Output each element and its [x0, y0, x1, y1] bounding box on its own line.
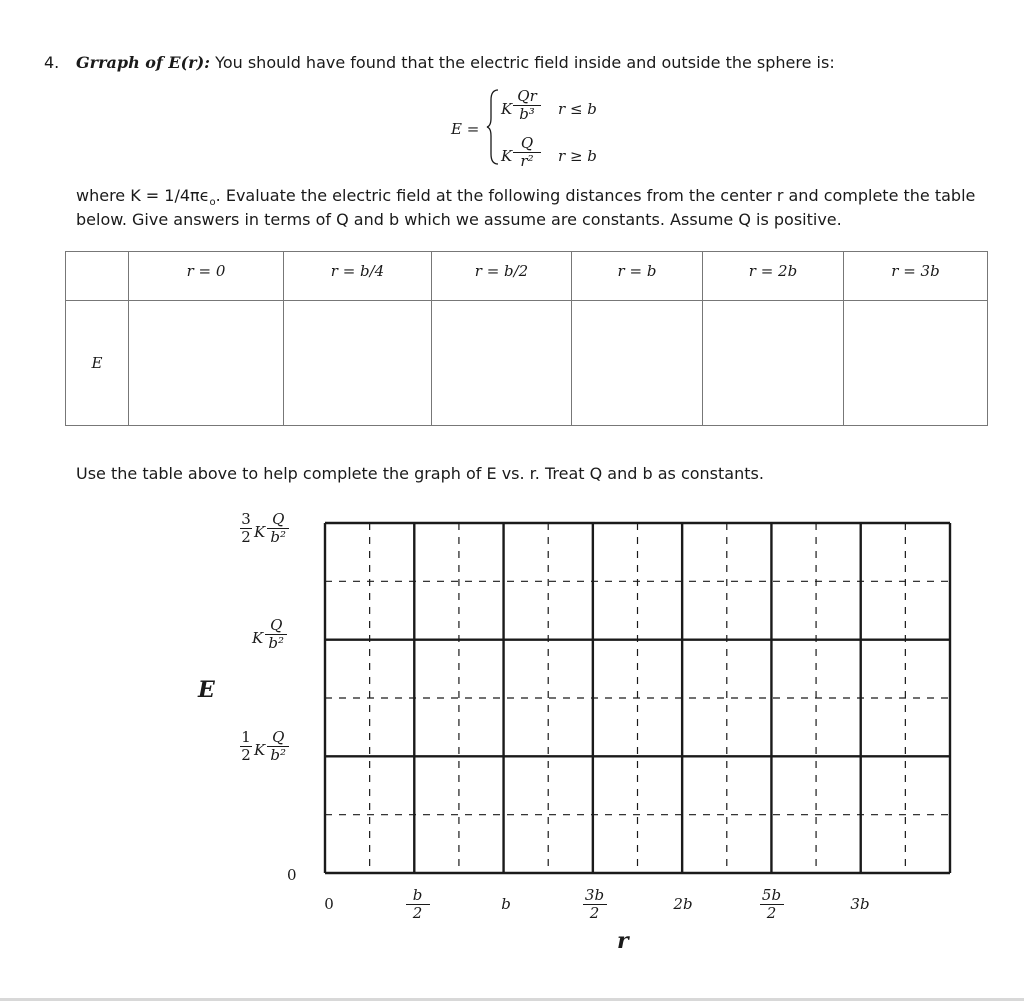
- equation-brace: [486, 88, 500, 166]
- equation-case1-num: Qr: [517, 87, 537, 105]
- table-answer-cell[interactable]: [129, 301, 284, 426]
- table-answer-cell[interactable]: [284, 301, 432, 426]
- table-row: [66, 301, 988, 426]
- instruction-text: . Evaluate the electric field at the following distances from the center r and complete the table: [215, 186, 976, 205]
- graph-instructions: Use the table above to help complete the graph of E vs. r. Treat Q and b as constants.: [76, 464, 764, 483]
- y-tick-zero: 0: [287, 866, 297, 884]
- constant-subscript: o: [209, 197, 216, 209]
- table-corner-cell: [66, 252, 129, 301]
- problem-title: Grraph of E(r):: [76, 53, 211, 72]
- table-header-cell: r = 0: [129, 252, 284, 301]
- equation-case1-k: K: [501, 100, 513, 118]
- equation-case2-k: K: [501, 147, 513, 165]
- table-answer-cell[interactable]: [572, 301, 703, 426]
- x-tick-label: 3b: [850, 895, 870, 913]
- table-answer-cell[interactable]: [844, 301, 988, 426]
- equation-case2-condition: r ≥ b: [558, 147, 597, 165]
- table-header-cell: r = 2b: [703, 252, 844, 301]
- y-tick-label: $\frac{1}{2}$ K $\frac{Q}{\text{b²}}$: [240, 729, 289, 764]
- problem-number: 4.: [44, 53, 60, 72]
- y-tick-label: $\frac{3}{2}$ K $\frac{Q}{\text{b²}}$: [240, 511, 289, 546]
- instruction-line-2: below. Give answers in terms of Q and b which we assume are constants. Assume Q is positive.: [76, 210, 842, 229]
- equation-lhs: E =: [451, 120, 480, 138]
- problem-intro: You should have found that the electric field inside and outside the sphere is:: [215, 53, 835, 72]
- graph-grid[interactable]: [320, 518, 952, 878]
- x-tick-label: b: [501, 895, 511, 913]
- table-row-label: E: [66, 301, 129, 426]
- values-table: [65, 251, 988, 426]
- table-header-cell: r = b/2: [432, 252, 572, 301]
- x-axis-title: r: [617, 928, 629, 954]
- y-axis-title: E: [198, 677, 215, 703]
- x-tick-label: $\frac{5b}{2}$: [752, 886, 792, 922]
- equation-case1-condition: r ≤ b: [558, 100, 597, 118]
- x-tick-label: $\frac{3b}{2}$: [575, 886, 615, 922]
- instruction-line-1: [76, 186, 975, 208]
- equation-case2-fraction: [513, 135, 541, 170]
- table-answer-cell[interactable]: [432, 301, 572, 426]
- equation-case2-den: r²: [520, 152, 534, 170]
- problem-heading: [76, 53, 835, 72]
- x-tick-label: 0: [324, 895, 334, 913]
- constant-definition: where K = 1/4πϵ: [76, 186, 210, 205]
- equation-case1-den: b³: [519, 105, 535, 123]
- table-answer-cell[interactable]: [703, 301, 844, 426]
- table-header-cell: r = b: [572, 252, 703, 301]
- equation-case2-num: Q: [520, 134, 534, 152]
- x-tick-label: 2b: [673, 895, 693, 913]
- x-tick-label: $\frac{b}{2}$: [398, 886, 438, 922]
- table-header-cell: r = b/4: [284, 252, 432, 301]
- table-header-row: [66, 252, 988, 301]
- equation-case1-fraction: [513, 88, 541, 123]
- table-header-cell: r = 3b: [844, 252, 988, 301]
- y-tick-label: K $\frac{Q}{\text{b²}}$: [252, 617, 287, 652]
